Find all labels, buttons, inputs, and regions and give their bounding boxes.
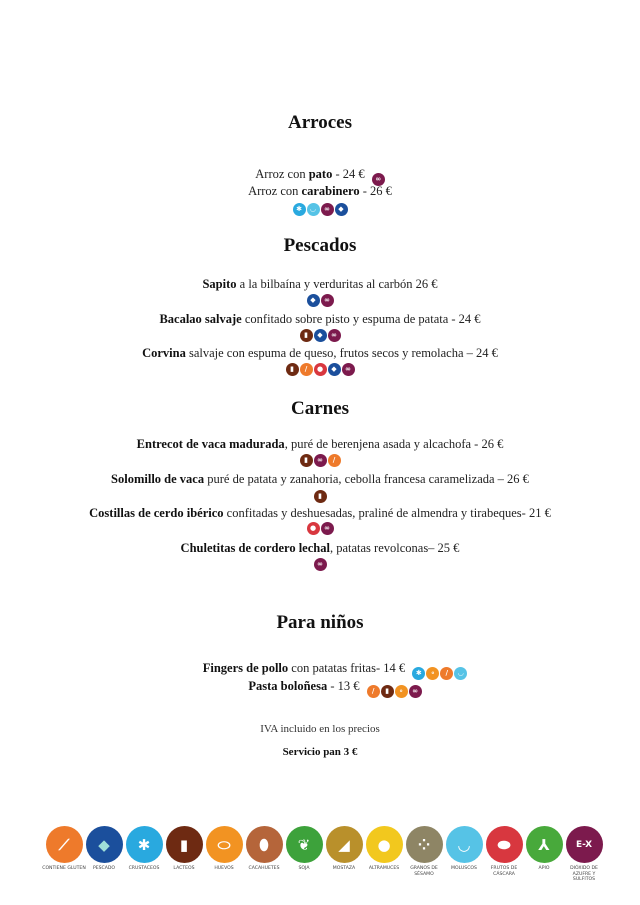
menu-item-sapito xyxy=(0,277,640,292)
crustaceos-icon: ✱ xyxy=(412,667,425,680)
legend-cacahuetes xyxy=(244,826,284,883)
sesame-icon: ⁘ xyxy=(406,826,443,863)
legend-label: ALTRAMUCES xyxy=(368,866,400,871)
legend-label: GRANOS DE SÉSAMO xyxy=(410,866,438,877)
gluten-icon: / xyxy=(367,685,380,698)
legend-sesamo xyxy=(404,826,444,883)
allergen-icons-corvina xyxy=(0,363,640,376)
item-name: Chuletitas de cordero lechal xyxy=(180,541,330,555)
moluscos-icon: ◡ xyxy=(454,667,467,680)
item-description: a la bilbaína y verduritas al carbón 26 € xyxy=(236,277,438,291)
item-description: salvaje con espuma de queso, frutos secos y remolacha – 24 € xyxy=(185,346,498,360)
section-title-arroces: Arroces xyxy=(287,112,352,133)
legend-soja xyxy=(284,826,324,883)
menu-item-corvina xyxy=(0,346,640,361)
crustaceos-icon: ✱ xyxy=(293,203,306,216)
menu-item-chuletitas xyxy=(0,541,640,556)
pescado-icon: ◆ xyxy=(314,329,327,342)
soy-leaf-icon: ❦ xyxy=(286,826,323,863)
legend-label: CRUSTACEOS xyxy=(128,866,160,871)
huevos-icon: ∘ xyxy=(426,667,439,680)
item-name: Corvina xyxy=(142,346,186,360)
allergen-icons xyxy=(367,685,422,698)
item-name: pato xyxy=(308,167,333,181)
iva-note: IVA incluido en los precios xyxy=(260,723,380,735)
item-name: Sapito xyxy=(202,277,237,291)
legend-label: LACTEOS xyxy=(173,866,195,871)
item-name: Costillas de cerdo ibérico xyxy=(89,506,224,520)
eggs-icon: ⬭ xyxy=(206,826,243,863)
menu-item-costillas xyxy=(0,506,640,521)
legend-label: APIO xyxy=(538,866,550,871)
item-price: - 26 € xyxy=(359,184,392,198)
peanut-icon: ⬮ xyxy=(246,826,283,863)
celery-icon: ⅄ xyxy=(526,826,563,863)
sulfitos-icon: ∞ xyxy=(321,294,334,307)
item-description: , patatas revolconas– 25 € xyxy=(329,541,460,555)
legend-moluscos xyxy=(444,826,484,883)
legend-crustaceos xyxy=(124,826,164,883)
sulfitos-icon: ∞ xyxy=(328,329,341,342)
gluten-icon: / xyxy=(328,454,341,467)
item-description: confitado sobre pisto y espuma de patata - 24 € xyxy=(241,312,481,326)
menu-item-arroz-carabinero xyxy=(0,184,640,199)
wheat-icon: ⟋ xyxy=(46,826,83,863)
item-name: Bacalao salvaje xyxy=(159,312,242,326)
allergen-icons-entrecot xyxy=(0,454,640,467)
allergen-legend xyxy=(44,826,604,883)
menu-item-bacalao xyxy=(0,312,640,327)
allergen-icons-costillas xyxy=(0,522,640,535)
legend-label: PESCADO xyxy=(92,866,116,871)
item-prefix: Arroz con xyxy=(248,184,302,198)
legend-label: CONTIENE GLUTEN xyxy=(42,866,86,871)
sulfitos-icon: ∞ xyxy=(372,173,385,186)
allergen-icons-arroz-carabinero xyxy=(0,203,640,216)
section-title-carnes: Carnes xyxy=(290,398,350,419)
allergen-icons-bacalao xyxy=(0,329,640,342)
gluten-icon: / xyxy=(300,363,313,376)
sulfitos-icon: ∞ xyxy=(409,685,422,698)
menu-item-pasta xyxy=(0,679,640,698)
item-prefix: Arroz con xyxy=(255,167,309,181)
pescado-icon: ◆ xyxy=(328,363,341,376)
lupin-icon: ● xyxy=(366,826,403,863)
mustard-icon: ◢ xyxy=(326,826,363,863)
legend-label: MOLUSCOS xyxy=(451,866,477,871)
item-name: Pasta boloñesa xyxy=(248,679,328,693)
sulfitos-icon: ∞ xyxy=(321,522,334,535)
allergen-icons-chuletitas xyxy=(0,558,640,571)
legend-label: HUEVOS xyxy=(214,866,234,871)
milk-jug-icon: ▮ xyxy=(166,826,203,863)
item-price: - 24 € xyxy=(332,167,365,181)
sulfitos-icon: ∞ xyxy=(342,363,355,376)
legend-mostaza xyxy=(324,826,364,883)
moluscos-icon: ◡ xyxy=(307,203,320,216)
item-description: confitadas y deshuesadas, praliné de almendra y tirabeques- 21 € xyxy=(223,506,551,520)
nut-icon: ⬬ xyxy=(486,826,523,863)
huevos-icon: ∘ xyxy=(395,685,408,698)
item-name: Solomillo de vaca xyxy=(111,472,205,486)
shell-icon: ◡ xyxy=(446,826,483,863)
sulfitos-icon: ∞ xyxy=(321,203,334,216)
menu-item-entrecot xyxy=(0,437,640,452)
allergen-icons-sapito xyxy=(0,294,640,307)
section-title-ninos: Para niños xyxy=(276,612,364,633)
legend-frutos-cascara xyxy=(484,826,524,883)
legend-altramuces xyxy=(364,826,404,883)
lacteos-icon: ▮ xyxy=(300,329,313,342)
fish-icon: ◆ xyxy=(86,826,123,863)
item-description: , puré de berenjena asada y alcachofa - 26 € xyxy=(284,437,504,451)
lacteos-icon: ▮ xyxy=(381,685,394,698)
legend-sulfitos xyxy=(564,826,604,883)
item-description: con patatas fritas- 14 € xyxy=(288,661,406,675)
item-name: Entrecot de vaca madurada xyxy=(136,437,285,451)
legend-label: DIÓXIDO DE AZUFRE Y SULFITOS xyxy=(570,866,598,882)
legend-label: MOSTAZA xyxy=(332,866,356,871)
legend-label: FRUTOS DE CÁSCARA xyxy=(490,866,518,877)
gluten-icon: / xyxy=(440,667,453,680)
menu-item-solomillo xyxy=(0,472,640,487)
legend-pescado xyxy=(84,826,124,883)
menu-item-fingers xyxy=(0,661,640,680)
frutos-cascara-icon: ● xyxy=(314,363,327,376)
sulfites-icon: E-X xyxy=(566,826,603,863)
pescado-icon: ◆ xyxy=(335,203,348,216)
legend-huevos xyxy=(204,826,244,883)
section-title-pescados: Pescados xyxy=(283,235,357,256)
legend-label: SOJA xyxy=(298,866,310,871)
legend-apio xyxy=(524,826,564,883)
item-name: Fingers de pollo xyxy=(202,661,289,675)
sulfitos-icon: ∞ xyxy=(314,558,327,571)
crab-icon: ✱ xyxy=(126,826,163,863)
sulfitos-icon: ∞ xyxy=(314,454,327,467)
frutos-cascara-icon: ● xyxy=(307,522,320,535)
service-note: Servicio pan 3 € xyxy=(282,746,358,758)
legend-gluten xyxy=(44,826,84,883)
lacteos-icon: ▮ xyxy=(314,490,327,503)
item-description: - 13 € xyxy=(327,679,360,693)
pescado-icon: ◆ xyxy=(307,294,320,307)
item-name: carabinero xyxy=(301,184,360,198)
legend-label: CACAHUETES xyxy=(248,866,280,871)
lacteos-icon: ▮ xyxy=(286,363,299,376)
lacteos-icon: ▮ xyxy=(300,454,313,467)
item-description: puré de patata y zanahoria, cebolla francesa caramelizada – 26 € xyxy=(204,472,529,486)
allergen-icons-solomillo xyxy=(0,490,640,503)
legend-lacteos xyxy=(164,826,204,883)
